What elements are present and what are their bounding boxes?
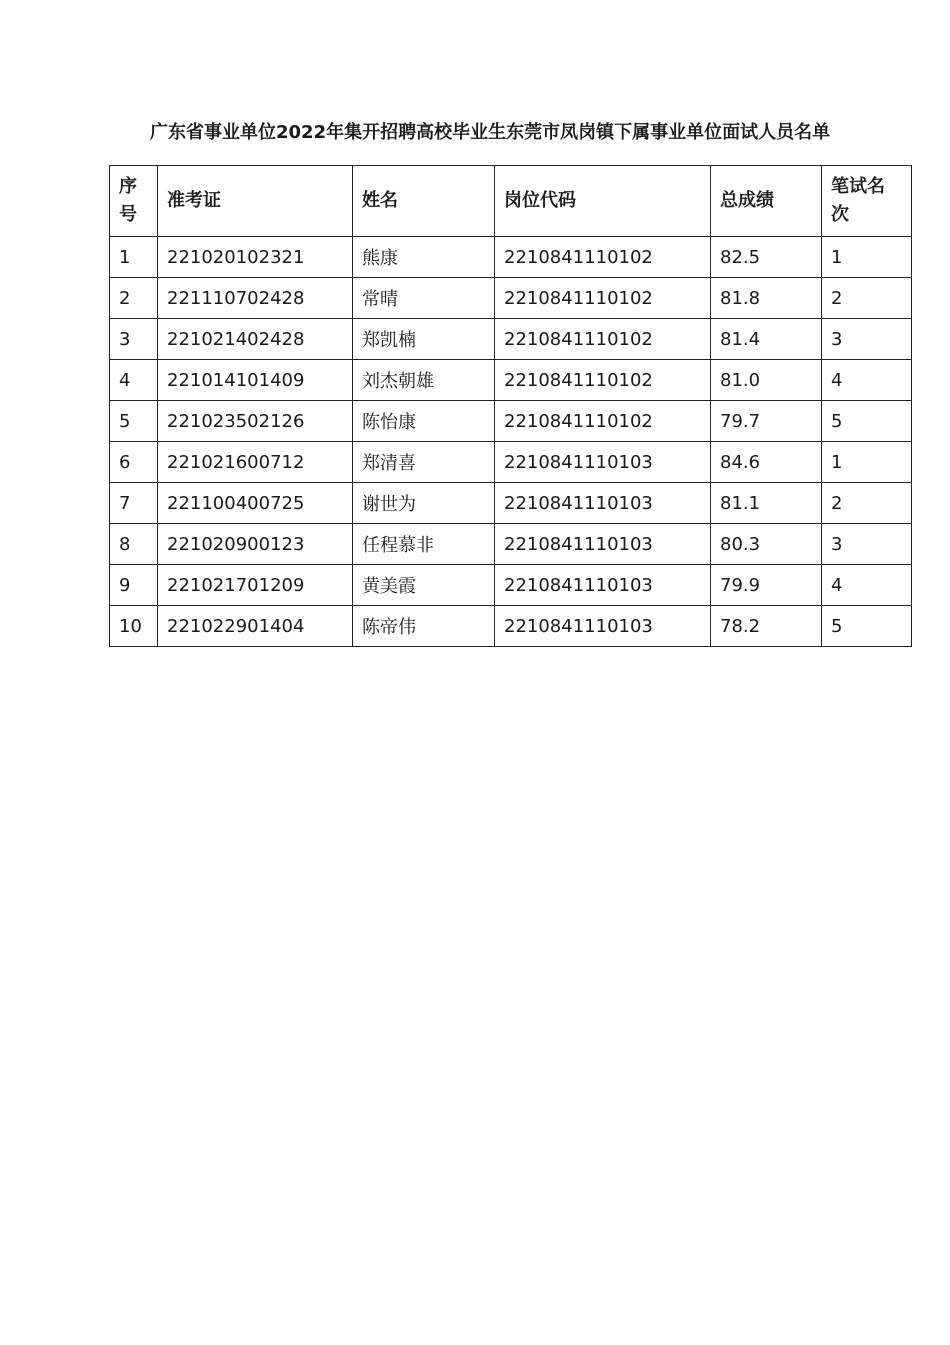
cell-total-score: 81.0 xyxy=(711,360,822,401)
cell-position-code: 2210841110103 xyxy=(495,524,711,565)
cell-ticket: 221023502126 xyxy=(158,401,353,442)
cell-position-code: 2210841110103 xyxy=(495,606,711,647)
header-total-score: 总成绩 xyxy=(711,166,822,237)
table-row xyxy=(110,442,912,483)
table-header-row xyxy=(110,166,912,237)
header-position-code: 岗位代码 xyxy=(495,166,711,237)
cell-total-score: 82.5 xyxy=(711,237,822,278)
cell-position-code: 2210841110103 xyxy=(495,442,711,483)
cell-position-code: 2210841110102 xyxy=(495,278,711,319)
cell-name: 刘杰朝雄 xyxy=(353,360,495,401)
cell-total-score: 81.8 xyxy=(711,278,822,319)
cell-position-code: 2210841110102 xyxy=(495,401,711,442)
table-row xyxy=(110,360,912,401)
cell-written-rank: 5 xyxy=(822,606,912,647)
cell-written-rank: 3 xyxy=(822,524,912,565)
table-row xyxy=(110,237,912,278)
cell-seq: 5 xyxy=(110,401,158,442)
cell-seq: 8 xyxy=(110,524,158,565)
table-row xyxy=(110,524,912,565)
header-written-rank: 笔试名次 xyxy=(822,166,912,237)
cell-written-rank: 1 xyxy=(822,237,912,278)
cell-seq: 4 xyxy=(110,360,158,401)
cell-written-rank: 4 xyxy=(822,360,912,401)
header-name: 姓名 xyxy=(353,166,495,237)
cell-written-rank: 4 xyxy=(822,565,912,606)
cell-ticket: 221014101409 xyxy=(158,360,353,401)
table-row xyxy=(110,401,912,442)
cell-total-score: 78.2 xyxy=(711,606,822,647)
cell-name: 郑凯楠 xyxy=(353,319,495,360)
cell-written-rank: 1 xyxy=(822,442,912,483)
cell-total-score: 79.7 xyxy=(711,401,822,442)
table-row xyxy=(110,483,912,524)
cell-seq: 9 xyxy=(110,565,158,606)
cell-ticket: 221021402428 xyxy=(158,319,353,360)
cell-total-score: 84.6 xyxy=(711,442,822,483)
cell-name: 任程慕非 xyxy=(353,524,495,565)
table-row xyxy=(110,606,912,647)
cell-ticket: 221110702428 xyxy=(158,278,353,319)
cell-total-score: 81.4 xyxy=(711,319,822,360)
cell-total-score: 79.9 xyxy=(711,565,822,606)
cell-position-code: 2210841110103 xyxy=(495,565,711,606)
cell-seq: 10 xyxy=(110,606,158,647)
cell-name: 陈帝伟 xyxy=(353,606,495,647)
cell-written-rank: 3 xyxy=(822,319,912,360)
document-title: 广东省事业单位2022年集开招聘高校毕业生东莞市凤岗镇下属事业单位面试人员名单 xyxy=(150,122,831,143)
cell-position-code: 2210841110102 xyxy=(495,360,711,401)
table-row xyxy=(110,319,912,360)
cell-seq: 1 xyxy=(110,237,158,278)
cell-position-code: 2210841110102 xyxy=(495,319,711,360)
cell-name: 陈怡康 xyxy=(353,401,495,442)
cell-name: 谢世为 xyxy=(353,483,495,524)
cell-ticket: 221020900123 xyxy=(158,524,353,565)
table-row xyxy=(110,565,912,606)
cell-total-score: 80.3 xyxy=(711,524,822,565)
cell-ticket: 221020102321 xyxy=(158,237,353,278)
interview-roster-table xyxy=(109,165,912,647)
cell-ticket: 221100400725 xyxy=(158,483,353,524)
cell-seq: 6 xyxy=(110,442,158,483)
header-seq: 序号 xyxy=(110,166,158,237)
cell-written-rank: 2 xyxy=(822,483,912,524)
cell-seq: 3 xyxy=(110,319,158,360)
table-row xyxy=(110,278,912,319)
cell-written-rank: 2 xyxy=(822,278,912,319)
cell-name: 熊康 xyxy=(353,237,495,278)
cell-written-rank: 5 xyxy=(822,401,912,442)
cell-total-score: 81.1 xyxy=(711,483,822,524)
cell-name: 郑清喜 xyxy=(353,442,495,483)
cell-seq: 7 xyxy=(110,483,158,524)
cell-ticket: 221022901404 xyxy=(158,606,353,647)
cell-seq: 2 xyxy=(110,278,158,319)
header-ticket: 准考证 xyxy=(158,166,353,237)
cell-name: 常晴 xyxy=(353,278,495,319)
cell-position-code: 2210841110103 xyxy=(495,483,711,524)
cell-position-code: 2210841110102 xyxy=(495,237,711,278)
cell-ticket: 221021701209 xyxy=(158,565,353,606)
cell-ticket: 221021600712 xyxy=(158,442,353,483)
cell-name: 黄美霞 xyxy=(353,565,495,606)
